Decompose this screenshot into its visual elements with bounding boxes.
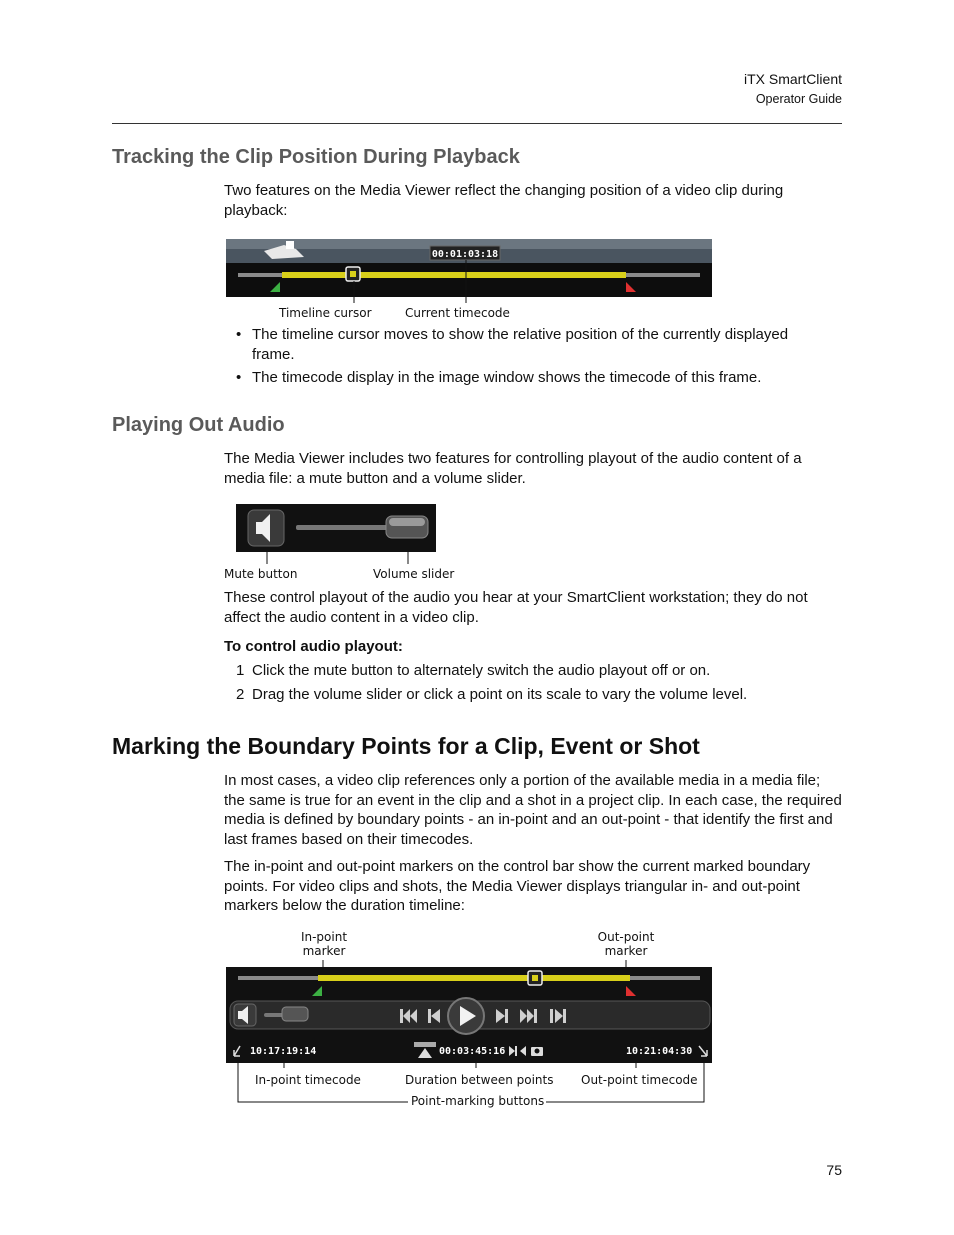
page-number: 75 — [826, 1162, 842, 1178]
caption-point-marking-buttons: Point-marking buttons — [411, 1094, 545, 1108]
out-timecode: 10:21:04:30 — [626, 1046, 693, 1057]
section3-para1: In most cases, a video clip references only a portion of the available media in a media file; the same is true for an event in the clip and a shot in a project clip. In each case, the required media is defined by boundary points - an in-point and an out-point - that identify the first and last frames based on their timecodes. — [224, 772, 842, 848]
duration-timecode: 00:03:45:16 — [439, 1046, 506, 1057]
section3-para2: The in-point and out-point markers on the control bar show the current marked boundary points. For video clips and shots, the Media Viewer displays triangular in- and out-point markers below the duration timeline: — [224, 858, 811, 914]
procedure-title: To control audio playout: — [224, 638, 403, 655]
audio-figure — [224, 502, 444, 568]
section1-intro: Two features on the Media Viewer reflect the changing position of a video clip during playback: — [224, 182, 784, 219]
caption-inpoint-timecode: In-point timecode — [255, 1073, 361, 1087]
header-product: iTX SmartClient — [743, 71, 842, 87]
header-rule — [112, 123, 842, 124]
step-item: 1 Click the mute button to alternately switch the audio playout off or on. — [236, 662, 711, 679]
bullet-item: • The timeline cursor moves to show the relative position of the currently displayed frame. — [236, 326, 789, 363]
section2-intro: The Media Viewer includes two features for controlling playout of the audio content of a media file: a mute button and a volume slider. — [224, 450, 802, 487]
caption-duration: Duration between points — [405, 1073, 554, 1087]
section2-para2: These control playout of the audio you hear at your SmartClient workstation; they do not affect the audio content in a video clip. — [224, 589, 808, 626]
caption-inpoint-marker-line2: marker — [302, 944, 346, 958]
header-doc: Operator Guide — [755, 92, 842, 106]
current-timecode: 00:01:03:18 — [431, 249, 499, 260]
caption-mute-button: Mute button — [224, 567, 298, 581]
caption-volume-slider: Volume slider — [373, 567, 455, 581]
caption-outpoint-marker-line2: marker — [604, 944, 648, 958]
step-item: 2 Drag the volume slider or click a point on its scale to vary the volume level. — [236, 686, 748, 703]
caption-outpoint-timecode: Out-point timecode — [581, 1073, 698, 1087]
section-title-tracking: Tracking the Clip Position During Playback — [112, 146, 520, 168]
section-title-boundary: Marking the Boundary Points for a Clip, Event or Shot — [112, 733, 700, 759]
caption-timeline-cursor: Timeline cursor — [279, 306, 372, 320]
in-timecode: 10:17:19:14 — [250, 1046, 317, 1057]
section-title-audio: Playing Out Audio — [112, 414, 285, 436]
caption-inpoint-marker-line1: In-point — [300, 930, 348, 944]
caption-current-timecode: Current timecode — [405, 306, 510, 320]
bullet-item: • The timecode display in the image window shows the timecode of this frame. — [236, 369, 762, 386]
caption-outpoint-marker-line1: Out-point — [597, 930, 655, 944]
